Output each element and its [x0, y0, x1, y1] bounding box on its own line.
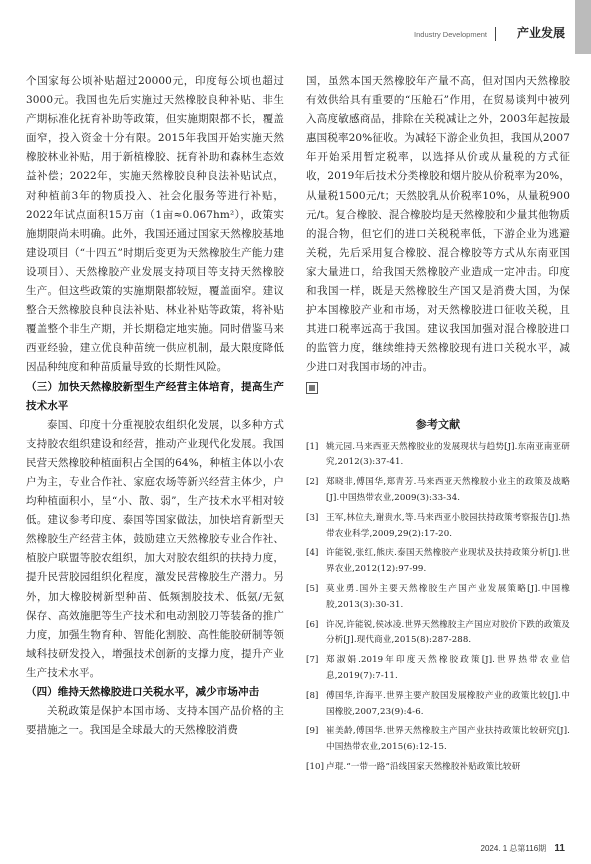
body-paragraph: 泰国、印度十分重视胶农组织化发展，以多种方式支持胶农组织建设和经营，推动产业现代化发展。我国民营天然橡胶种植面积占全国的64%，种植主体以小农户为主，专业合作社、家庭农场等新兴经营主体少，户均种植面积小，呈“小、散、弱”，生产技术水平相对较低。建议参考印度、泰国等国家做法，加快培育新型天然橡胶生产经营主体，鼓励建立天然橡胶专业合作社、植胶户联盟等胶农组织，加大对胶农组织的扶持力度，提升民营胶园组织化程度，激发民营橡胶生产潜力。另外，加大橡胶树新型种苗、低频割胶技术、低氨/无氨保存、高效施肥等生产技术和电动割胶刀等装备的推广力度，加强生物育种、智能化割胶、高性能胶研制等领域科技研发投入，增强技术创新的支撑力度，提升产业生产技术水平。 — [26, 418, 284, 679]
page-footer — [481, 843, 565, 854]
page-number: 11 — [554, 843, 565, 854]
reference-number: [7] — [306, 655, 319, 666]
section-heading-4: （四）维持天然橡胶进口关税水平，减少市场冲击 — [26, 686, 260, 698]
reference-text: 许况,许能锐,侯冰凌.世界天然橡胶主产国应对胶价下跌的政策及分析[J].现代商业,2015(8):287-288. — [326, 619, 570, 646]
reference-text: 郑淑娟.2019年印度天然橡胶政策[J].世界热带农业信息,2019(7):7-11. — [326, 655, 570, 682]
body-paragraph: 国，虽然本国天然橡胶年产量不高，但对国内天然橡胶有效供给具有重要的“压舱石”作用，在贸易谈判中被列入高度敏感商品，排除在关税减让之外，2003年起按最惠国税率20%征收。为减轻下游企业负担，我国从2007年开始采用暂定税率，以选择从价或从量税的方式征收，2019年后技术分类橡胶和烟片胶从价税率为20%，从量税1500元/t；天然胶乳从价税率10%，从量税900元/t。复合橡胶、混合橡胶均是天然橡胶和少量其他物质的混合物，但它们的进口关税税率低，下游企业为逃避关税，先后采用复合橡胶、混合橡胶等方式从东南亚国家大量进口，给我国天然橡胶产业造成一定冲击。印度和我国一样，既是天然橡胶生产国又是消费大国，为保护本国橡胶产业和市场，对天然橡胶进口征收关税，且其进口税率远高于我国。建议我国加强对混合橡胶进口的监管力度，继续维持天然橡胶现有进口关税水平，减少进口对我国市场的冲击。 — [306, 75, 570, 374]
body-paragraph: 个国家每公顷补贴超过20000元，印度每公顷也超过3000元。我国也先后实施过天然橡胶良种补贴、非生产期标准化抚育补助等政策，但实施期限都不长，覆盖面窄，投入资金十分有限。2015年我国开始实施天然橡胶林业补贴，用于新植橡胶、抚育补助和森林生态效益补偿；2022年，实施天然橡胶良种良法补贴试点，对种植前3年的物质投入、社会化服务等进行补贴，2022年试点面积15万亩（1亩≈0.067hm²），政策实施期限尚未明确。此外，我国还通过国家天然橡胶基地建设项目（“十四五”时期后变更为天然橡胶生产能力建设项目）、天然橡胶产业发展支持项目等支持天然橡胶生产。但这些政策的实施期限都较短，覆盖面窄。建议整合天然橡胶良种良法补贴、林业补贴等政策，将补贴覆盖整个非生产期，并长期稳定地实施。同时借鉴马来西亚经验，建立优良种苗统一供应机制，最大限度降低因品种纯度和种苗质量导致的长期性风险。 — [26, 75, 284, 374]
reference-number: [4] — [306, 548, 319, 559]
header-gray-tab — [575, 0, 591, 54]
end-mark-icon — [306, 382, 318, 394]
right-column — [306, 72, 570, 780]
reference-number: [5] — [306, 584, 319, 595]
reference-item — [306, 440, 570, 472]
reference-text: 许能锐,张红,熊庆.泰国天然橡胶产业现状及扶持政策分析[J].世界农业,2012(12):97-99. — [326, 548, 570, 575]
issue-info: 2024. 1 总第116期 — [480, 844, 547, 853]
reference-item — [306, 689, 570, 721]
header-section-en: Industry Development — [414, 30, 487, 39]
reference-text: 崔美龄,傅国华.世界天然橡胶主产国产业扶持政策比较研究[J].中国热带农业,2015(6):12-15. — [326, 726, 570, 753]
reference-text: 王军,林位夫,谢贵水,等.马来西亚小胶园扶持政策考察报告[J].热带农业科学,2009,29(2):17-20. — [326, 512, 570, 539]
reference-item — [306, 724, 570, 756]
body-paragraph: 关税政策是保护本国市场、支持本国产品价格的主要措施之一。我国是全球最大的天然橡胶消费 — [26, 705, 284, 737]
reference-text: 傅国华,许海平.世界主要产胶国发展橡胶产业的政策比较[J].中国橡胶,2007,23(9):4-6. — [326, 690, 570, 717]
page-header — [0, 0, 591, 60]
reference-item — [306, 618, 570, 650]
reference-item — [306, 546, 570, 578]
reference-number: [9] — [306, 726, 319, 737]
section-heading-3: （三）加快天然橡胶新型生产经营主体培育，提高生产技术水平 — [26, 380, 284, 412]
reference-number: [8] — [306, 690, 319, 701]
references-list — [306, 440, 570, 776]
reference-text: 卢琨.“一带一路”沿线国家天然橡胶补贴政策比较研 — [326, 762, 521, 773]
reference-number: [10] — [306, 762, 325, 773]
reference-item — [306, 653, 570, 685]
reference-number: [2] — [306, 477, 319, 488]
reference-item — [306, 760, 570, 776]
references-title: 参考文献 — [415, 417, 461, 431]
reference-item — [306, 475, 570, 507]
reference-number: [6] — [306, 619, 319, 630]
header-separator — [495, 27, 496, 41]
reference-item — [306, 511, 570, 543]
reference-text: 郑晓非,傅国华,郑青芳.马来西亚天然橡胶小业主的政策及战略[J].中国热带农业,2009(3):33-34. — [326, 477, 570, 504]
reference-item — [306, 582, 570, 614]
header-section-cn: 产业发展 — [516, 26, 565, 40]
reference-text: 姚元园.马来西亚天然橡胶业的发展现状与趋势[J].东南亚南亚研究,2012(3):37-41. — [326, 441, 570, 468]
reference-text: 莫业勇.国外主要天然橡胶生产国产业发展策略[J].中国橡胶,2013(3):30-31. — [326, 584, 570, 610]
reference-number: [3] — [306, 512, 319, 523]
reference-number: [1] — [306, 441, 319, 452]
left-column — [26, 72, 284, 740]
